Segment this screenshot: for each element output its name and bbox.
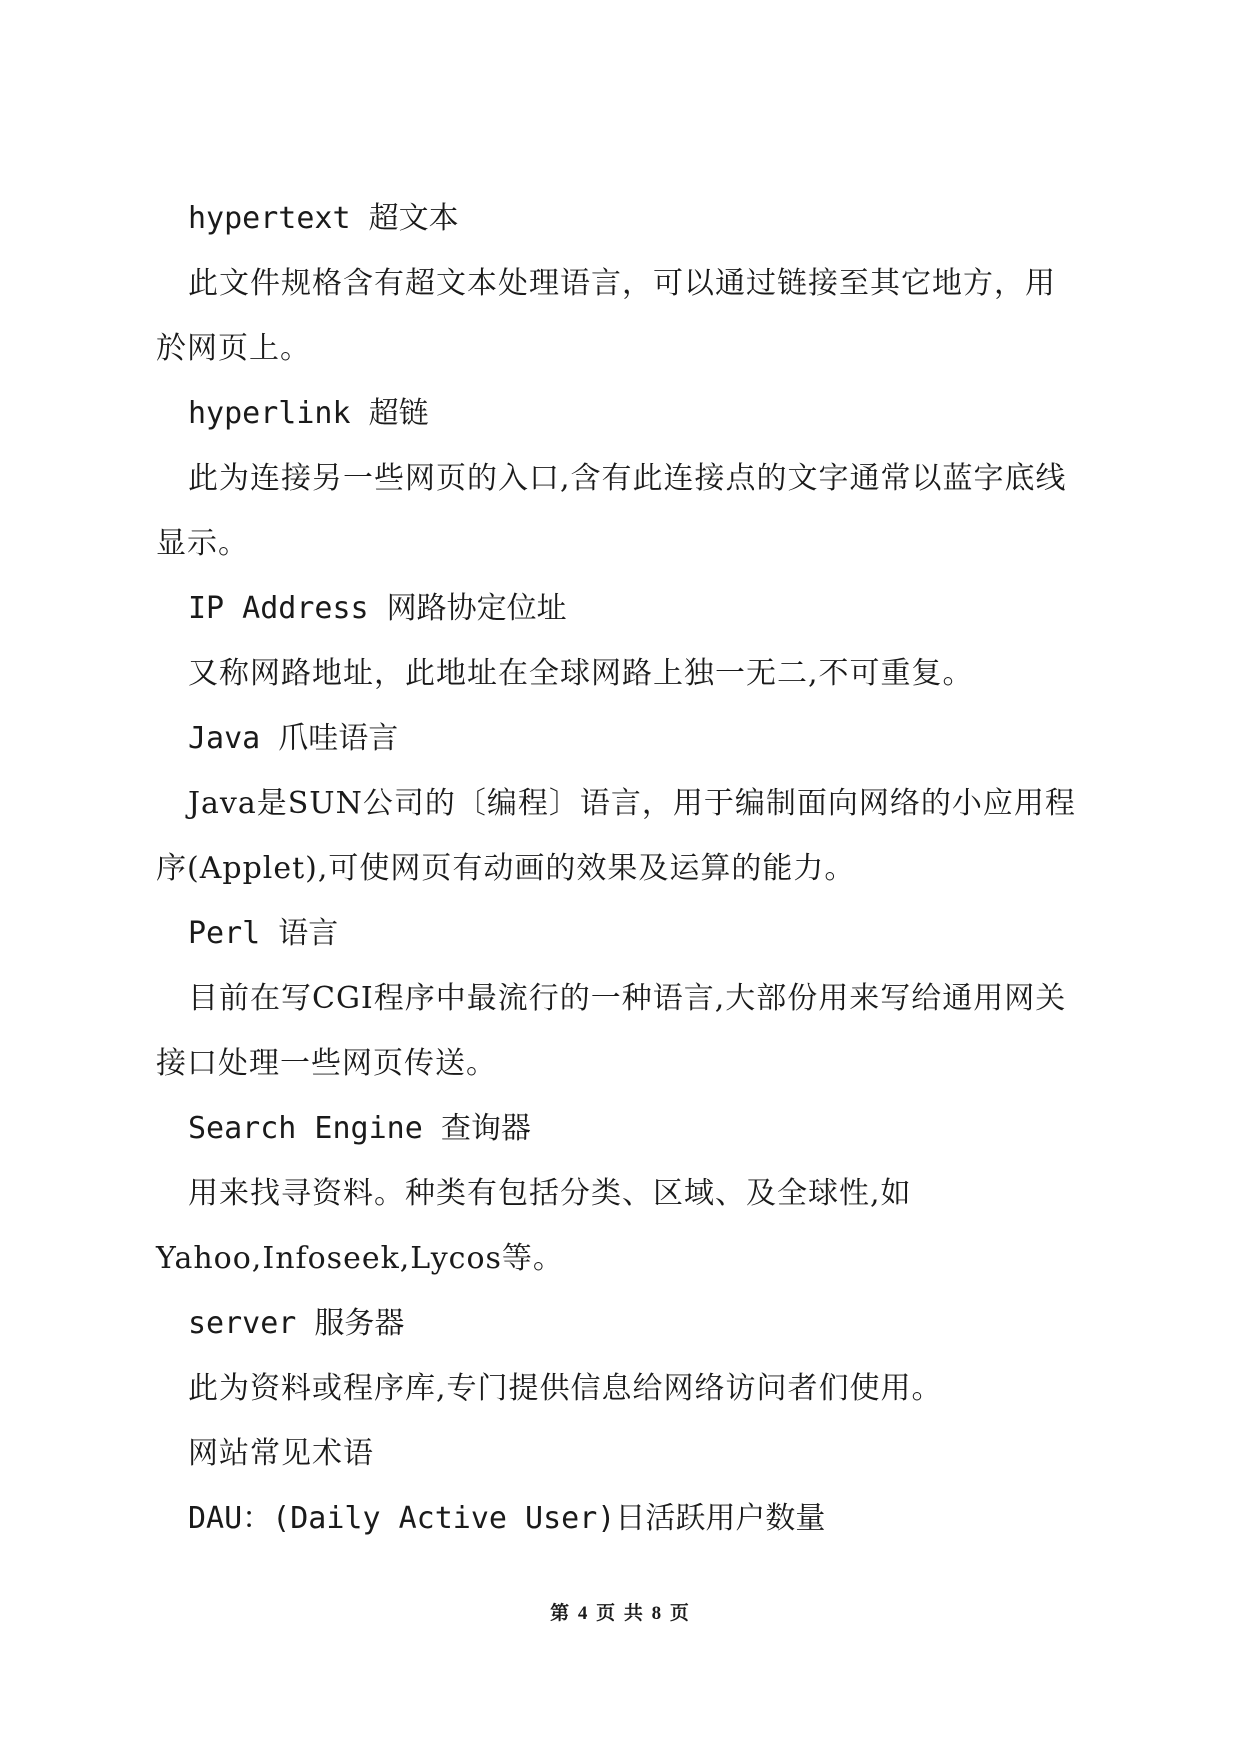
page-number-footer: 第 4 页 共 8 页 xyxy=(550,1603,691,1624)
definition-search-engine: 用来找寻资料。种类有包括分类、区域、及全球性,如Yahoo,Infoseek,Lycos等。 xyxy=(156,1176,912,1276)
definition-ip-address: 又称网路地址，此地址在全球网路上独一无二,不可重复。 xyxy=(188,656,974,691)
document-body xyxy=(156,186,1086,1551)
term-java: Java 爪哇语言 xyxy=(188,721,399,756)
term-hyperlink: hyperlink 超链 xyxy=(188,396,429,431)
term-dau: DAU：(Daily Active User)日活跃用户数量 xyxy=(188,1501,826,1536)
term-hypertext: hypertext 超文本 xyxy=(188,201,459,236)
term-ip-address: IP Address 网路协定位址 xyxy=(188,591,567,626)
term-server: server 服务器 xyxy=(188,1306,405,1341)
term-search-engine: Search Engine 查询器 xyxy=(188,1111,531,1146)
term-perl: Perl 语言 xyxy=(188,916,339,951)
definition-server: 此为资料或程序库,专门提供信息给网络访问者们使用。 xyxy=(188,1371,943,1406)
definition-hypertext: 此文件规格含有超文本处理语言，可以通过链接至其它地方，用於网页上。 xyxy=(156,266,1056,366)
definition-hyperlink: 此为连接另一些网页的入口,含有此连接点的文字通常以蓝字底线显示。 xyxy=(156,461,1067,561)
section-heading-website-terms: 网站常见术语 xyxy=(188,1436,374,1471)
definition-perl: 目前在写CGI程序中最流行的一种语言,大部份用来写给通用网关接口处理一些网页传送。 xyxy=(156,981,1067,1081)
definition-java: Java是SUN公司的〔编程〕语言，用于编制面向网络的小应用程序(Applet),可使网页有动画的效果及运算的能力。 xyxy=(156,786,1076,886)
